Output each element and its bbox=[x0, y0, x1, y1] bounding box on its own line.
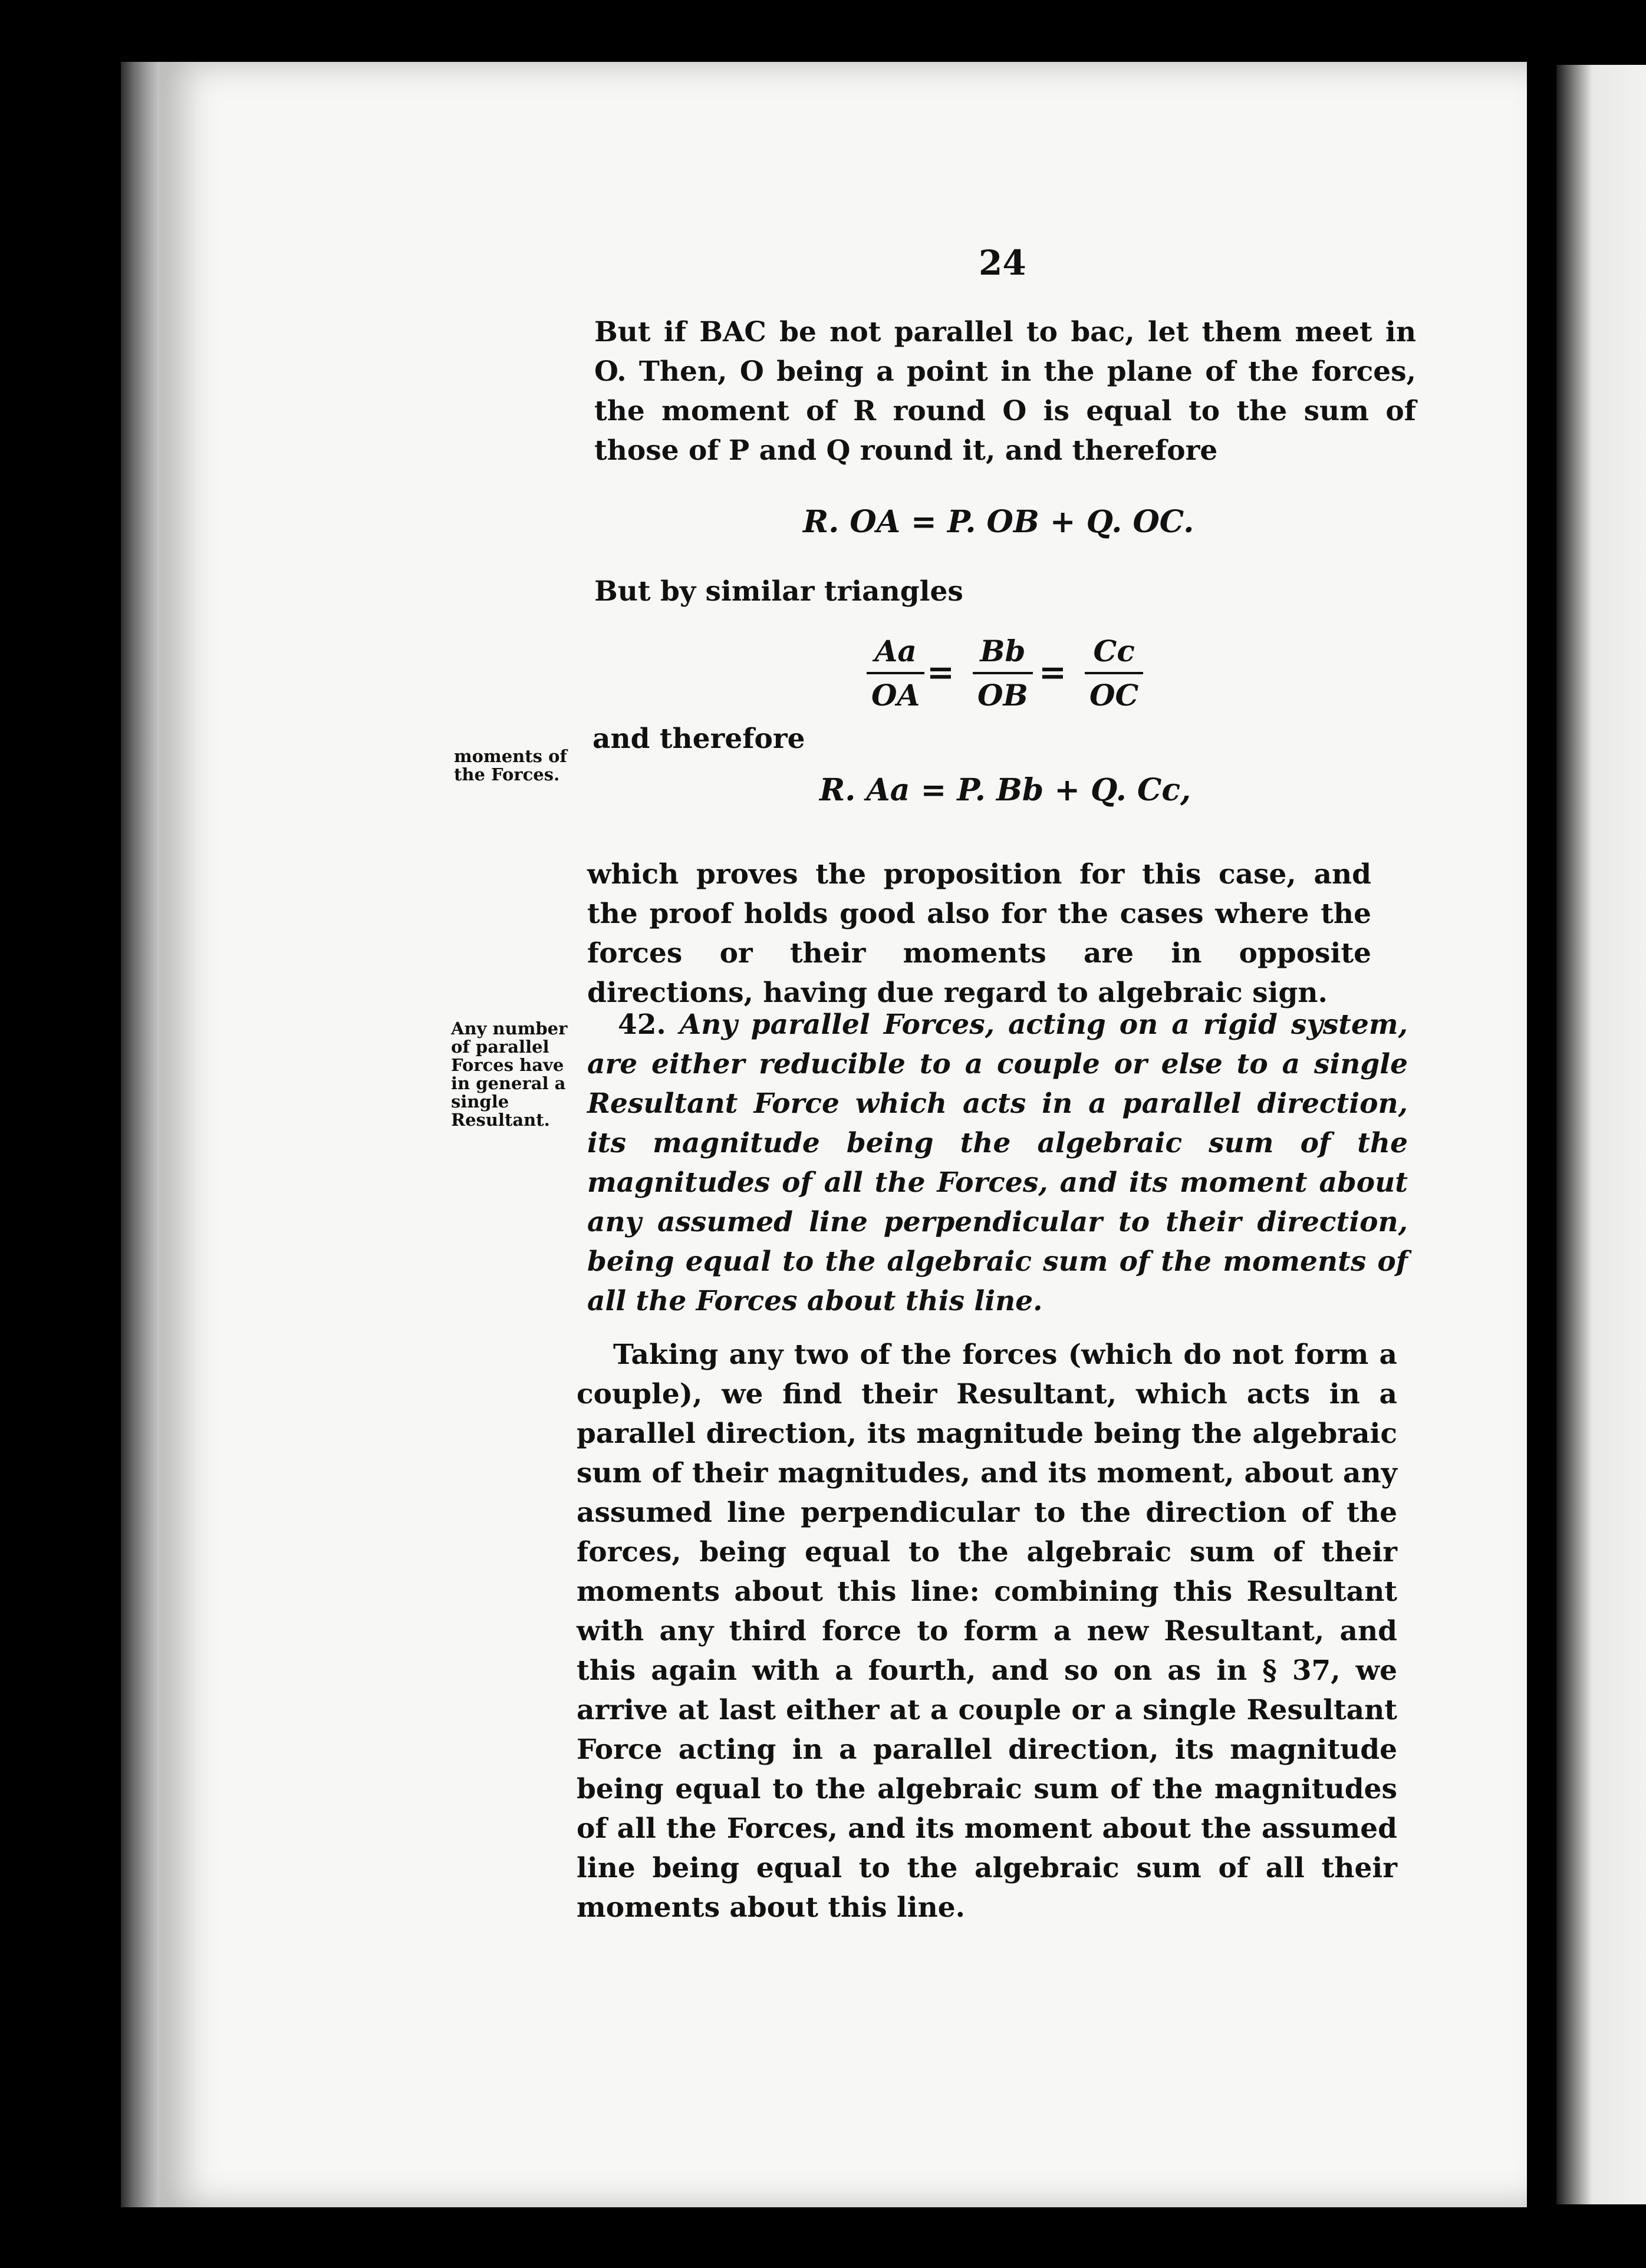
proposition-42-text: Any parallel Forces, acting on a rigid system, are either reducible to a couple or else to a single Resultant Force which acts in a parallel direction, its magnitude being the algebraic sum of the magnitudes of all the Forces, and its moment about any assumed line perpendicular to their direction, being equal to the algebraic sum of the moments of all the Forces about this line. bbox=[587, 1008, 1408, 1317]
fraction-1-denominator: OA bbox=[867, 672, 924, 713]
equals-sign-2: = bbox=[1039, 653, 1066, 692]
page-number: 24 bbox=[979, 243, 1026, 283]
page-edge-shadow bbox=[121, 62, 162, 2207]
formula-moments: R. OA = P. OB + Q. OC. bbox=[803, 504, 1194, 540]
proposition-number: 42. bbox=[618, 1008, 666, 1041]
paragraph-intro: But if BAC be not parallel to bac, let them meet in O. Then, O being a point in the plane of the forces, the moment of R round O is equal to the sum of those of P and Q round it, and therefore bbox=[594, 316, 1416, 467]
equals-sign-1: = bbox=[927, 653, 954, 692]
paragraph-proof-42: Taking any two of the forces (which do not form a couple), we find their Resultant, which acts in a parallel direction, its magnitude being the algebraic sum of their magnitudes, and its moment, about any assumed line perpendicular to the direction of the forces, being equal to the algebraic sum of their moments about this line: combining this Resultant with any third force to form a new Resultant, and this again with a fourth, and so on as in § 37, we arrive at last either at a couple or a single Resultant Force acting in a parallel direction, its magnitude being equal to the algebraic sum of the magnitudes of all the Forces, and its moment about the assumed line being equal to the algebraic sum of all their moments about this line. bbox=[577, 1339, 1397, 1924]
margin-note-moments: moments of the Forces. bbox=[454, 746, 567, 784]
paragraph-proof: which proves the proposition for this case, and the proof holds good also for the cases where the forces or their moments are in opposite directions, having due regard to algebraic sign. bbox=[587, 858, 1371, 1009]
fraction-1-numerator: Aa bbox=[874, 634, 917, 668]
paragraph-and-therefore: and therefore bbox=[592, 723, 805, 755]
fraction-2-numerator: Bb bbox=[980, 634, 1026, 668]
next-page-edge bbox=[1556, 65, 1646, 2204]
paragraph-similar-triangles: But by similar triangles bbox=[594, 575, 963, 608]
fraction-3-denominator: OC bbox=[1085, 672, 1143, 713]
margin-note-parallel-forces: Any number of parallel Forces have in general a single Resultant. bbox=[451, 1018, 568, 1130]
proposition-42 bbox=[587, 1005, 1408, 1321]
fraction-2-denominator: OB bbox=[973, 672, 1033, 713]
formula-products: R. Aa = P. Bb + Q. Cc, bbox=[819, 772, 1191, 808]
fraction-3-numerator: Cc bbox=[1093, 634, 1135, 668]
